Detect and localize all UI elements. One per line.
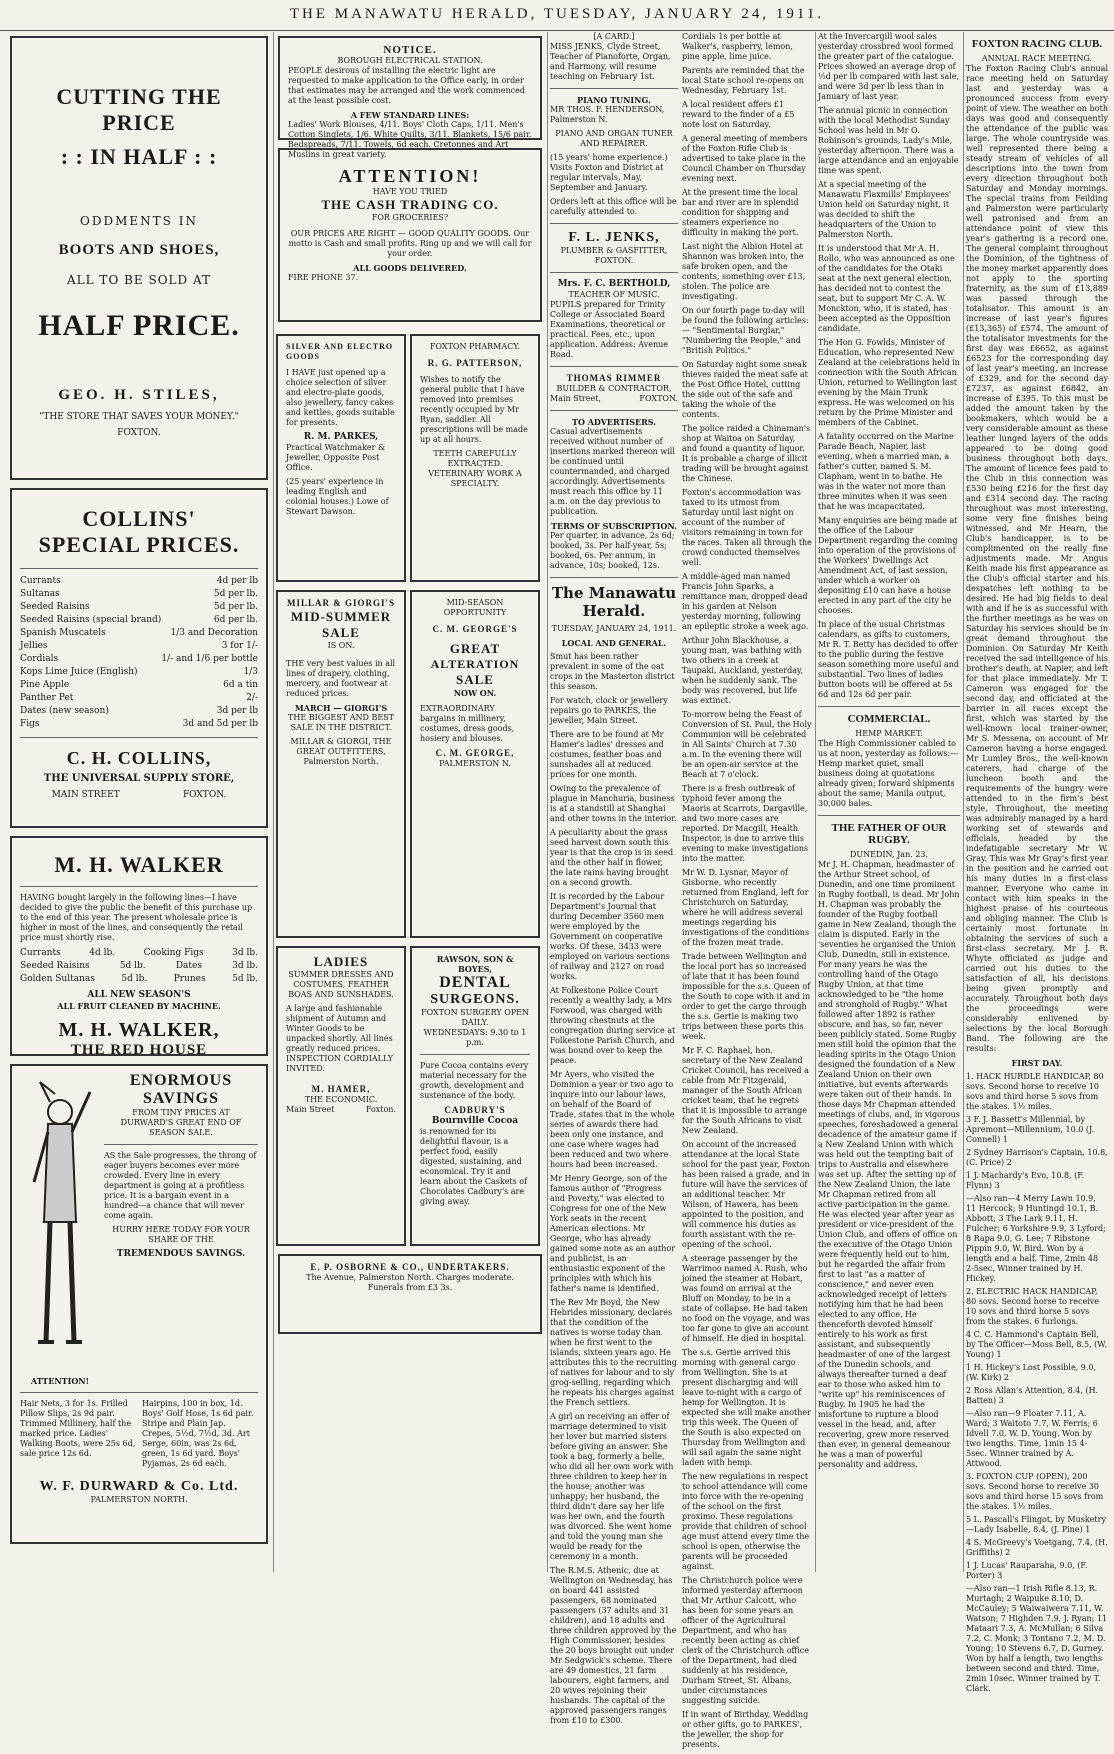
herald-date: TUESDAY, JANUARY 24, 1911. <box>551 624 677 633</box>
news-col4-11: A middle-aged man named Francis John Sparks, a remittance man, dropped dead in his garden at Nelson yesterday morning, following an epileptic stroke a week ago. <box>682 572 809 631</box>
news-col4-19: A steerage passenger by the Warrimoo named A. Rush, who joined the steamer at Hobart, was found on arrival at the Bluff on Monday, to be in a state of collapse. He had taken no food on the voyage, and was too far gone to give an account of himself. He died in hospital. <box>682 1254 810 1343</box>
stiles-slogan: "THE STORE THAT SAVES YOUR MONEY." <box>39 412 239 422</box>
dental-firm: RAWSON, SON & BOYES, <box>436 954 514 974</box>
collins-item-name: Jellies <box>20 641 48 651</box>
jenks-music-card: MISS JENKS, Clyde Street, Teacher of Pianoforte, Organ, and Harmony, will resume teaching on February 1st. <box>550 42 671 81</box>
collins-item-name: Kops Lime Juice (English) <box>20 667 138 677</box>
rimmer-trade: BUILDER & CONTRACTOR, <box>556 384 672 393</box>
race-report-body: The Foxton Racing Club's annual race meeting held on Saturday last and yesterday was a pronounced success from every point of view. The weather on both days was good and consequently the attendance of the public was large. The whole countryside was well represented there being a steady stream of vehicles of all descriptions into the town from every direction throughout both Saturday and Monday mornings. The special trains from Feilding and Palmerston were particularly well patronised and from an attendance point of view this year's gathering is a record one. The general complaint throughout the Dominion, of the tightness of the money market apparently does not apply to the sporting fraternity, as the sum of £13,889 was passed through the totalisator. This amount is an increase of last year's figures (£13,365) of £574. The amount of the totalisator investments for the first day was £6652, as against £6523 for the corresponding day of last year's meeting, an increase of £329, and for the second day £7237, as against £6842, an increase of £395. To this must be added the amount taken by the bookmakers, which would be a very considerable amount as these leather lunged layers of the odds appeared to be doing good business throughout both days. The amount of licence fees paid to the Club in this connection was £530 being £216 for the first day and £314 second day. The racing throughout was most interesting, some very fine finishes being witnessed, and Mr Hearn, the Club's handicapper, is to be complimented on the really fine adjustments made. Mr Angus Keith made his first appearance as the Club's official starter and his despatches left nothing to be desired. He had big fields to deal with and if he is as successful with the further meetings as he was on Saturday his services should be in great demand throughout the Dominion. On Saturday Mr Keith received the sad intelligence of his brother's death, at Napier, and left for that place immediately. Mr T. Cameron was engaged for the second day, and officiated at the barrier in all races except the first, which was started by the well-known local trainer-owner, Mr S. Messena, on account of Mr Cameron having a horse engaged. Mr Lumley Bros., the well-known caterers, had charge of the luncheon booth and the requirements of the hungry were attended to in the firm's best style. Throughout, the meeting was admirably managed by a hard working set of stewards and officials, headed by the indefatigable secretary Mr W. Gray. This was Mr Gray's first year in the position and he carried out his many duties in a first-class manner. Everyone who came in contact with him speaks in the highest praise of his courteous and obliging manner. The Club is certainly most fortunate in obtaining the services of such a first-class secretary. Mr J. R. Whyte officiated as judge and carried out his duties to the satisfaction of all, his decisions being given promptly and accurately. Throughout both days the proceedings were considerably enlivened by selections by the local Borough Band. The following are the results: <box>966 64 1108 1053</box>
henderson-name: MR THOS. F. HENDERSON, Palmerston N. <box>550 105 665 124</box>
collins-item-price: 1/3 and Decoration <box>170 628 258 638</box>
news-col4-9: The police raided a Chinaman's shop at Waitoa on Saturday, and found a quantity of liquor. It is probable a charge of illicit trading will be brought against the Chinese. <box>682 424 811 483</box>
patterson-advert <box>410 334 540 582</box>
local-news-8: Mr Ayers, who visited the Dominion a year or two ago to inquire into our labour laws, on behalf of the Board of Trade, states that in the whole series of awards there had been only one instance, and one case where wages had been reduced and two where hours had been increased. <box>550 1070 675 1169</box>
notice-body: PEOPLE desirous of installing the electric light are requested to make application to the Office early, in order that estimates may be arranged and the work commenced at the least possible cost. <box>288 66 525 105</box>
walker-price-cell: 3d lb. <box>232 948 258 958</box>
news-col4-22: The Christchurch police were informed yesterday afternoon that Mr Arthur Calcott, who has been for some years an officer of the Agricultural Department, and who has recently been acting as chief clerk of the Christchurch office of the Department, had died suddenly at his residence, Durham Street, St. Albans, under circumstances suggesting suicide. <box>682 1576 809 1705</box>
race-result-item: 3. FOXTON CUP (OPEN), 200 sovs. Second horse to receive 30 sovs and third horse 15 sovs from the stakes. 1½ miles. <box>966 1472 1104 1511</box>
news-col4-14: There is a fresh outbreak of typhoid fever among the Maoris at Scarrots, Dargaville, and two more cases are reported. Dr Macgill, Health Inspector, is due to arrive this evening to make investigations into the matter. <box>682 784 809 863</box>
rimmer-town: FOXTON. <box>639 394 678 403</box>
durward-title-2: SAVINGS <box>142 1090 220 1107</box>
collins-item-price: 3 for 1/- <box>221 641 258 651</box>
walker-price-cell: 5d lb. <box>119 961 146 971</box>
george-name: C. M. GEORGE'S <box>432 624 518 634</box>
collins-item-name: Currants <box>20 576 61 586</box>
collins-item-name: Panther Pet <box>20 693 74 703</box>
miller-sub-2: SALE <box>322 625 360 640</box>
column-1 <box>8 32 270 1572</box>
herald-section: LOCAL AND GENERAL. <box>561 638 667 648</box>
rugby-dateline: DUNEDIN, Jan. 23. <box>849 850 929 859</box>
walker-intro: HAVING bought largely in the following lines—I have decided to give the public the benefit of this purchase up to the end of this year. The present wholesale price is higher in most of the lines, and consequently the retail price must shortly rise. <box>20 893 253 942</box>
stiles-sold: ALL TO BE SOLD AT <box>67 273 211 287</box>
durward-attention: ATTENTION! <box>30 1376 90 1386</box>
news-col4-15: Mr W. D. Lysnar, Mayor of Gisborne, who recently returned from England, left for Christchurch on Saturday, where he will address several meetings regarding his investigations of the conditions of the frozen meat trade. <box>682 868 810 947</box>
george-sale-3: SALE <box>456 672 494 687</box>
silver-body: I HAVE just opened up a choice selection of silver and electro-plate goods, also jewellery, fancy cakes and kettles, goods suitable for presents. <box>286 368 395 427</box>
ladies-title: LADIES <box>313 954 369 969</box>
stiles-half-price: HALF PRICE. <box>38 309 240 342</box>
hemp-heading: HEMP MARKET. <box>855 729 923 738</box>
hamer-name: M. HAMER, <box>311 1084 371 1094</box>
notice-sub: BOROUGH ELECTRICAL STATION. <box>337 56 483 65</box>
race-result-item: —Also ran—1 Irish Rifle 8.13, R. Murtagh; 2 Waipuke 8.10, D. McCauley; 5 Waiwaiwera 7.11, W. Watson; 7 Highden 7.9, J. Ryan; 11 Mataari 7.3, A. McMullan; 6 Silva 7.2, C. Monk; 3 Tontano 7.2, M. D. Young; 10 Stevens 6.7, D. Gurney. Won by half a length, two lengths between second and third. Time, 2min 10sec. Winner trained by T. Clark. <box>966 1584 1108 1693</box>
collins-title: COLLINS' <box>82 506 196 531</box>
stiles-headline-2: : : IN HALF : : <box>60 144 218 169</box>
news-col4-1: Cordials 1s per bottle at Walker's, raspberry, lemon, pine apple, lime juice. <box>682 32 793 61</box>
news-4b-2: The annual picnic in connection with the local Methodist Sunday School was held in Mr O. Robinson's grounds, Lady's Mile, yesterday afternoon. There was a large attendance and an enjoyable time was spent. <box>818 106 959 175</box>
race-result-item: —Also ran—4 Merry Lawn 10.9, 11 Hercock; 9 Huntingd 10.1, B. Abbott; 3 The Lark 9.11, H. Fulcher; 6 Yorkshire 9.9, 3 Lyford; 8 Rapa 9.0, G. Lee; 7 Ribstone Pippin 9.0, W. Bird. Won by a length and a half. Time, 2min 48 2-5sec. Winner trained by H. Hickey. <box>966 1194 1106 1283</box>
news-col4-6: Last night the Albion Hotel at Shannon was broken into, the safe broken open, and the contents, something over £13, stolen. The police are investigating. <box>682 242 806 301</box>
news-col4-20: The s.s. Gertie arrived this morning with general cargo from Wellington. She is at present discharging and will leave to-night with a cargo of hemp for Wellington. It is expected she will make another trip this week. The Queen of the South is also expected on Thursday from Wellington and will sail again the same night laden with hemp. <box>682 1348 811 1467</box>
jenks-trade: PLUMBER & GASFITTER, <box>560 246 668 255</box>
parkes-advert <box>276 334 406 582</box>
news-col4-5: At the present time the local bar and river are in splendid condition for shipping and steamers experience no difficulty in making the port. <box>682 188 799 237</box>
lamps-body: Ladies' Work Blouses, 4/11. Boys' Cloth Caps, 1/11. Men's Cotton Singlets, 1/6. White Quilts, 3/11. Blankets, 15/6 pair. Bedspreads, 7/11. Towels, 6d each. Cretonnes and Art Muslins in great variety. <box>288 120 532 159</box>
tuning-head: PIANO TUNING. <box>577 95 651 105</box>
george-now: NOW ON. <box>453 688 497 698</box>
millar-giorgi-advert <box>276 590 406 938</box>
hamer-town: Foxton. <box>365 1105 396 1114</box>
hemp-body: The High Commissioner cabled to us at noon, yesterday as follows:—Hemp market quiet, small business doing at quotations already given; forward shipments about the same; Manila output, 30,000 bales. <box>818 739 959 808</box>
walker-price-cell: Golden Sultanas <box>20 974 95 984</box>
collins-price-row <box>20 653 258 666</box>
cash-delivered: ALL GOODS DELIVERED. <box>353 263 467 273</box>
cocoa-body: Pure Cocoa contains every material necessary for the growth, development and sustenance of the body. <box>420 1061 529 1100</box>
cocoa-name: Bournville Cocoa <box>431 1116 519 1126</box>
rugby-heading: THE FATHER OF OUR RUGBY. <box>831 822 947 846</box>
news-4b-7: Many enquiries are being made at the office of the Labour Department regarding the coming into operation of the provisions of the Workers' Dwellings Act Amendment Act, of last session, under which a worker on depositing £10 can have a house erected in any part of the city he chooses. <box>818 516 958 615</box>
rugby-body: Mr J. H. Chapman, headmaster of the Arthur Street school, of Dunedin, and one time prominent in Rugby football, is dead. Mr John H. Chapman was probably the founder of the Rugby football game in New Zealand, though the claim is disputed. Early in the 'seventies he organised the Union Club, Dunedin, still in existence. For many years he was the controlling hand of the Otago Rugby Union, at that time acknowledged to be "the home and stronghold of Rugby." What followed after 1892 is rather obscure, and has, so far, never been publicly stated. Some Rugby men still hold the opinion that the leading spirits in the Otago Union designed the foundation of a New Zealand Union on their own initiative, but events afterwards were taken out of their hands. In those days Mr Chapman attended meetings of clubs, and, in vigorous speeches, foreshadowed a general decadence of the amateur game if a New Zealand Union with which was held out the tempting bait of trips to Australia and elsewhere was set up. After the setting up of the New Zealand Union, the late Mr Chapman retired from all active participation in the game. He was elected year after year as president or vice-president of the Union Club, and offers of office on the executive of the Otago Union were frequently held out to him, but he regarded the affair from first to last "as a matter of conscience," and never even acknowledged receipt of letters notifying him that he had been elected to any office. He thenceforth devoted himself entirely to his work as first assistant, and subsequently headmaster of one of the largest of the Dunedin schools, and always thereafter turned a deaf ear to those who asked him to "write up" his reminiscences of Rugby. In 1905 he had the misfortune to rupture a blood vessel in the head, and, after recovering, grew more reserved than ever, in general demeanour he was a man of powerful personality and address. <box>818 860 960 1469</box>
news-4b-8: In place of the usual Christmas calendars, as gifts to customers, Mr R. T. Betty has decided to offer to the public during the festive season something more useful and substantial. Two lines of ladies button boots will be offered at 5s 6d and 12s 6d per pair. <box>818 620 959 699</box>
collins-item-name: Seeded Raisins <box>20 602 90 612</box>
collins-price-row <box>20 705 258 718</box>
advertisers-head: TO ADVERTISERS. <box>571 417 657 427</box>
advertisers-body: Casual advertisements received without number of insertions marked thereon will be continued until countermanded, and charged accordingly. Advertisements must reach this office by 11 a.m. on the day previous to publication. <box>550 427 675 516</box>
miller-foot: MILLAR & GIORGI, THE GREAT OUTFITTERS, Palmerston North. <box>290 737 392 766</box>
collins-town: FOXTON. <box>182 790 227 800</box>
lamps-title: A FEW STANDARD LINES: <box>350 110 470 120</box>
notice-title: NOTICE. <box>383 44 437 56</box>
collins-item-price: 6d per lb. <box>213 615 258 625</box>
george-advert <box>410 590 540 938</box>
durward-title: ENORMOUS <box>129 1072 233 1089</box>
walker-price-row <box>20 960 258 973</box>
dental-sub: FOXTON SURGERY OPEN DAILY. <box>421 1008 529 1027</box>
durward-advert <box>10 1064 268 1544</box>
local-news-9: Mr Henry George, son of the famous author of "Progress and Poverty," was elected to Congress for one of the New York seats in the recent American elections. Mr George, who has already gained some note as an author and publicist, is an enthusiastic exponent of the principles with which his father's name is identified. <box>550 1174 676 1293</box>
walker-house: THE RED HOUSE <box>70 1042 208 1058</box>
race-result-item: 4 C. C. Hammond's Captain Bell, by The Officer—Moss Bell, 8.5, (W. Young) 1 <box>966 1330 1107 1359</box>
dental-title-2: SURGEONS. <box>430 992 520 1007</box>
silver-name: R. M. PARKES, <box>303 432 379 442</box>
miller-sub-1: MID-SUMMER <box>290 609 392 624</box>
durward-left-items: Hair Nets, 3 for 1s. Frilled Pillow Slips, 2s 9d pair. Trimmed Millinery, half the marked price. Ladies' Walking Boots, were 25s 6d, sale price 12s 6d. <box>20 1399 136 1458</box>
herald-figure-illustration <box>20 1072 100 1386</box>
column-5 <box>966 32 1108 1693</box>
walker-cleaned: ALL FRUIT CLEANED BY MACHINE. <box>57 1001 221 1011</box>
race-result-item: 4 S. McGreevy's Voetgang, 7.4, (H. Griffiths) 2 <box>966 1538 1108 1557</box>
miller-body: THE very best values in all lines of drapery, clothing, mercery, and footwear at reduced prices. <box>286 659 396 698</box>
walker-price-cell: Currants <box>20 948 61 958</box>
local-news-3: There are to be found at Mr Hamer's ladies' dresses and costumes, feather boas and sunshades all at reduced prices for one month. <box>550 730 664 779</box>
stiles-boots: BOOTS AND SHOES, <box>58 242 220 258</box>
walker-price-cell: Cooking Figs <box>143 948 204 958</box>
race-result-item: 2 Sydney Harrison's Captain, 10.8, (C. Price) 2 <box>966 1148 1108 1167</box>
miller-best: THE BIGGEST AND BEST SALE IN THE DISTRICT. <box>288 713 394 732</box>
race-result-item: 1 J. Machardy's Evo, 10.8, (F. Flynn) 3 <box>966 1171 1085 1190</box>
collins-item-price: 3d and 5d per lb <box>182 719 258 729</box>
walker-price-cell: 5d lb. <box>232 974 258 984</box>
dental-advert <box>410 946 540 1246</box>
news-4b-1: At the Invercargill wool sales yesterday crossbred wool formed the greater part of the catalogue. Prices showed an average drop of ½d per lb compared with last sale, and were 3d per lb less than in January of last year. <box>818 32 960 101</box>
osborne-name: E. P. OSBORNE & CO., UNDERTAKERS. <box>310 1262 510 1272</box>
berthold-name: Mrs. F. C. BERTHOLD, <box>557 279 671 289</box>
collins-item-price: 2/- <box>246 693 258 703</box>
jenks-name: F. L. JENKS, <box>568 230 660 245</box>
george-firm: C. M. GEORGE, <box>435 748 515 758</box>
news-4b-6: A fatality occurred on the Marine Parade Beach, Napier, last evening, when a married man, a father's cutter, named S. M. Clapham, went in to bathe. He was in the water not more than three minutes when it was seen that he was incapacitated. <box>818 432 954 511</box>
patterson-foot: TEETH CAREFULLY EXTRACTED. VETERINARY WORK A SPECIALTY. <box>428 449 522 488</box>
race-result-item: 1 J. Lucas' Rauparaha, 9.0, (F. Porter) 3 <box>966 1561 1088 1580</box>
cocoa-brand: CADBURY'S <box>444 1105 506 1115</box>
local-news-7: At Folkestone Police Court recently a wealthy lady, a Mrs Forwood, was charged with throwing chestnuts at the congregation during service at Folkestone Parish Church, and was bound over to keep the peace. <box>550 986 676 1065</box>
durward-firm: W. F. DURWARD & Co. Ltd. <box>39 1479 239 1494</box>
collins-item-name: Dates (new season) <box>20 706 109 716</box>
miller-title: MILLAR & GIORGI'S <box>286 598 395 608</box>
notice-advert <box>278 36 542 159</box>
berthold-trade: TEACHER OF MUSIC. <box>568 290 660 299</box>
news-col4-4: A general meeting of members of the Foxton Rifle Club is advertised to take place in the Council Chamber on Thursday evening next. <box>682 134 808 183</box>
column-2 <box>276 32 544 1572</box>
news-col4-16: Trade between Wellington and the local port has so increased of late that it has been found impossible for the s.s. Queen of the South to cope with it and in order to get the cargo through the s.s. Gertie is making two trips between these ports this week. <box>682 952 811 1041</box>
walker-price-table <box>20 947 258 986</box>
walker-price-cell: Seeded Raisins <box>20 961 90 971</box>
collins-item-name: Figs <box>20 719 40 729</box>
walker-price-cell: 5d lb. <box>121 974 148 984</box>
george-sale-2: ALTERATION <box>430 657 520 671</box>
collins-price-row <box>20 627 258 640</box>
cash-foot: FIRE PHONE 37. <box>288 273 359 282</box>
hamer-dental-row <box>276 942 544 1250</box>
dental-hours: WEDNESDAYS: 9.30 to 1 p.m. <box>423 1028 527 1047</box>
hamer-street: Main Street <box>286 1105 335 1114</box>
walker-price-cell: 3d lb. <box>232 961 258 971</box>
walker-price-cell: 4d lb. <box>89 948 116 958</box>
subscription-body: Per quarter, in advance, 2s 6d; booked, 3s. Per half-year, 5s; booked, 6s. Per annum, in advance, 10s; booked, 12s. <box>550 531 675 570</box>
silver-note: (25 years' experience in leading English and colonial houses.) Lowe of Stewart Dawson. <box>286 477 389 516</box>
george-body: EXTRAORDINARY bargains in millinery, costumes, dress goods, hosiery and blouses. <box>420 704 515 743</box>
cash-title: ATTENTION! <box>338 166 482 186</box>
henderson-trade: PIANO AND ORGAN TUNER AND REPAIRER. <box>555 129 673 148</box>
race-result-item: 3 F. J. Bassett's Millennial, by Apremont—Millennium, 10.0 (J. Connell) 1 <box>966 1115 1095 1144</box>
jenks-town: FOXTON. <box>594 256 634 265</box>
collins-item-name: Seeded Raisins (special brand) <box>20 615 162 625</box>
collins-item-price: 6d a tin <box>223 680 258 690</box>
news-col4-10: Foxton's accommodation was taxed to its utmost from Saturday until last night on account of the number of visitors remaining in town for the races. Taken all through the crowd conducted themselves well. <box>682 488 812 567</box>
walker-price-row <box>20 947 258 960</box>
collins-price-row <box>20 614 258 627</box>
local-news-11: A girl on receiving an offer of marriage determined to visit her lover but married sisters before giving an answer. She took a bag, formerly a belle, who did all her own work with three children to keep her in the house; another was unhappy; her husband, the third didn't dare say her life was her own, and the fourth was divorced. She went home and told the young man she would be ready for the ceremony in a month. <box>550 1412 674 1561</box>
walker-price-cell: Prunes <box>173 974 206 984</box>
collins-store: THE UNIVERSAL SUPPLY STORE, <box>43 773 235 784</box>
durward-sub-1: FROM TINY PRICES AT <box>132 1108 230 1117</box>
news-col4-18: On account of the increased attendance at the local State school for the past year, Foxton has been raised a grade, and in future will have the services of an additional teacher. Mr Wilson, of Hawera, has been appointed to the position, and will commence his duties as fourth assistant with the re-opening of the school. <box>682 1140 810 1249</box>
race-result-item: 1. HACK HURDLE HANDICAP, 80 sovs. Second horse to receive 10 sovs and third horse 5 sovs from the stakes. 1½ miles. <box>966 1072 1104 1111</box>
collins-item-name: Cordials <box>20 654 59 664</box>
race-meeting-subheading: ANNUAL RACE MEETING. <box>981 54 1093 63</box>
walker-title: M. H. WALKER <box>54 852 224 877</box>
collins-item-price: 5d per lb. <box>213 589 258 599</box>
stiles-advert <box>10 36 268 480</box>
miller-march: MARCH — GIORGI'S <box>294 703 388 713</box>
news-col4-2: Parents are reminded that the local State school re-opens on Wednesday, February 1st. <box>682 66 805 95</box>
collins-price-row <box>20 718 258 731</box>
news-col4-17: Mr F. C. Raphael, hon. secretary of the New Zealand Cricket Council, has received a cable from Mr Fitzgerald, manager of the South African cricket team, that he regrets that it is impossible to arrange for the South Africans to visit New Zealand. <box>682 1046 809 1135</box>
news-col4-7: On our fourth page to-day will be found the following articles:— "Sentimental Burglar," "Numbering the People," and "British Politics." <box>682 306 809 355</box>
race-result-item: 2 Ross Allan's Attention, 8.4, (H. Batten) 3 <box>966 1386 1099 1405</box>
parkes-patterson-row <box>276 330 544 586</box>
column-rule <box>963 32 964 1572</box>
cash-sub-3: FOR GROCERIES? <box>371 213 449 222</box>
column-rule <box>273 32 274 1572</box>
george-sale-1: GREAT <box>449 641 501 656</box>
stiles-oddments: ODDMENTS IN <box>80 214 198 228</box>
collins-item-name: Sultanas <box>20 589 60 599</box>
collins-price-row <box>20 679 258 692</box>
cash-sub-1: HAVE YOU TRIED <box>372 187 448 196</box>
collins-price-row <box>20 666 258 679</box>
race-result-item: 2. ELECTRIC HACK HANDICAP, 80 sovs. Second horse to receive 10 sovs and third horse 5 sovs from the stakes. 6 furlongs. <box>966 1287 1100 1326</box>
george-sub: OPPORTUNITY <box>443 608 507 617</box>
race-result-item: —Also ran—9 Floater 7.11, A. Ward; 3 Waitoto 7.7, W. Ferris; 6 Idvell 7.0, W. D. Young. Won by two lengths. Time, 1min 15 4-5sec. Winner trained by A. Attwood. <box>966 1409 1098 1468</box>
walker-name: M. H. WALKER, <box>58 1019 220 1041</box>
collins-price-row <box>20 692 258 705</box>
osborne-body: The Avenue, Palmerston North. Charges moderate. Funerals from £3 3s. <box>306 1273 514 1292</box>
local-news-10: The Rev Mr Boyd, the New Hebrides missionary, declares that the condition of the natives is worse today than when he first went to the islands, sixteen years ago. He attributes this to the recruiting of natives for labour and to sly grog-selling, regarding which he repeats his charges against the French settlers. <box>550 1298 677 1407</box>
cash-trading-advert <box>278 148 542 322</box>
news-col4-8: On Saturday night some sneak thieves raided the meat safe at the Post Office Hotel, cutting the side out of the safe and taking the whole of the contents. <box>682 360 808 419</box>
collins-price-row <box>20 588 258 601</box>
durward-body: AS the Sale progresses, the throng of eager buyers becomes ever more crowded. Every line in every department is going at a profitless price. It is a bargain event in a hundred—a chance that will never come again. <box>104 1151 257 1220</box>
stiles-place: FOXTON. <box>117 428 161 438</box>
card-head: [A CARD.] <box>593 32 635 41</box>
news-col4-13: To-morrow being the Feast of Conversion of St. Paul, the Holy Communion will be celebrated in All Saints' Church at 7.30 a.m. In the evening there will be an open-air service at the Beach at 7 o'clock. <box>682 710 812 779</box>
collins-price-row <box>20 640 258 653</box>
collins-subtitle: SPECIAL PRICES. <box>38 532 240 557</box>
collins-advert <box>10 488 268 828</box>
silver-title: SILVER AND ELECTRO GOODS <box>286 342 394 361</box>
collins-price-row <box>20 575 258 588</box>
collins-item-name: Pine Apple <box>20 680 70 690</box>
miller-sub-3: IS ON. <box>327 641 355 650</box>
local-news-column <box>682 32 812 1754</box>
collins-item-price: 3d per lb <box>216 706 258 716</box>
collins-item-price: 1/- and 1/6 per bottle <box>161 654 258 664</box>
walker-price-cell: Dates <box>175 961 202 971</box>
cocoa-note: is renowned for its delightful flavour, is a perfect food, easily digested, sustaining, and economical. Try it and learn about the Caskets of Chocolates Cadbury's are giving away. <box>420 1127 528 1206</box>
column-rule <box>815 32 816 1572</box>
local-news-4: Owing to the prevalence of plague in Manchuria, business is at a standstill at Shanghai and other towns in the interior. <box>550 784 677 823</box>
durward-hurry: HURRY HERE TODAY FOR YOUR SHARE OF THE <box>112 1225 250 1244</box>
news-4b-3: At a special meeting of the Manawatu Flaxmills' Employees' Union held on Saturday night, it was decided to shift the headquarters of the Union to Palmerston North. <box>818 180 952 239</box>
collins-item-name: Spanish Muscatels <box>20 628 106 638</box>
walker-advert <box>10 836 268 1056</box>
durward-sub-3: SEASON SALE. <box>149 1128 213 1137</box>
berthold-body: PUPILS prepared for Trinity College or Associated Board Examinations, theoretical or practical. Fees, etc., upon application. Address: Avenue Road. <box>550 300 668 359</box>
durward-town: PALMERSTON NORTH. <box>90 1495 188 1504</box>
column-4 <box>818 32 960 1572</box>
durward-right-items: Hairpins, 100 in box, 1d. Boys' Golf Hose, 1s 6d pair. Stripe and Plain Jap. Crepes, 5½d, 7½d, 3d. Art Serge, 60in, was 2s 6d, green, 1s 6d yard. Boys' Pyjamas, 2s 6d each. <box>142 1399 254 1468</box>
herald-title: The Manawatu Herald. <box>551 584 677 620</box>
cash-sub-2: THE CASH TRADING CO. <box>321 197 499 212</box>
hamer-trade: THE ECONOMIC. <box>304 1095 378 1104</box>
osborne-advert <box>278 1254 542 1334</box>
collins-item-price: 5d per lb. <box>213 602 258 612</box>
first-day-heading: FIRST DAY. <box>1011 1058 1063 1068</box>
durward-sub-2: DURWARD'S GREAT END OF <box>120 1118 242 1127</box>
race-result-item: 1 H. Hickey's Lost Possible, 9.0, (W. Kirk) 2 <box>966 1363 1097 1382</box>
race-results-list <box>966 1072 1108 1694</box>
news-col4-23: If in want of Birthday, Wedding or other gifts, go to PARKES', the jeweller, the shop for presents. <box>682 1710 809 1749</box>
news-col4-21: The new regulations in respect to school attendance will come into force with the re-opening of the school on the first proximo. These regulations provide that children of school age must attend every time the school is open, otherwise the parents will be proceeded against. <box>682 1472 810 1571</box>
ladies-sub: SUMMER DRESSES AND COSTUMES, FEATHER BOAS AND SUNSHADES. <box>288 970 394 999</box>
walker-price-row <box>20 973 258 986</box>
george-town: PALMERSTON N. <box>439 759 511 768</box>
news-col4-3: A local resident offers £1 reward to the finder of a £5 note lost on Saturday. <box>682 100 795 129</box>
stiles-headline: CUTTING THE PRICE <box>56 84 222 135</box>
george-head: MID-SEASON <box>446 598 504 607</box>
collins-item-price: 1/3 <box>243 667 258 677</box>
collins-price-list <box>20 575 258 731</box>
local-news-6: It is recorded by the Labour Department's Journal that during December 3560 men were employed by the Government on cooperative works. Of these, 3433 were employed on various sections of railway and 2127 on road works. <box>550 892 670 981</box>
durward-savings: TREMENDOUS SAVINGS. <box>116 1249 246 1259</box>
column-3 <box>550 32 812 1749</box>
subscription-head: TERMS OF SUBSCRIPTION. <box>551 521 677 531</box>
local-news-1: Smut has been rather prevalent in some of the oat crops in the Masterton district this season. <box>550 652 675 691</box>
collins-name: C. H. COLLINS, <box>66 748 212 768</box>
local-news-12: The R.M.S. Athenic, due at Wellington on Wednesday, has on board 441 assisted passengers, 68 nominated passengers (37 adults and 31 children), and 18 adults and three children approved by the High Commissioner, besides the 20 boys brought out under Mr Sedgwick's scheme. There are 49 domestics, 21 farm labourers, eight farmers, and 20 wives rejoining their husbands. The capital of the approved passengers ranges from £10 to £300. <box>550 1566 677 1725</box>
local-news-2: For watch, clock or jewellery repairs go to PARKES, the jeweller, Main Street. <box>550 696 668 725</box>
race-result-item: 5 L. Pascall's Flingot, by Musketry—Lady Isabelle, 8.4, (J. Pine) 1 <box>966 1515 1106 1534</box>
patterson-name: R. G. PATTERSON, <box>427 358 523 368</box>
silver-trade: Practical Watchmaker & Jeweller, Opposite Post Office. <box>286 443 386 472</box>
column-rule <box>547 32 548 1572</box>
ladies-body: A large and fashionable shipment of Autumn and Winter Goods to be unpacked shortly. All lines greatly reduced prices. INSPECTION CORDIALLY INVITED. <box>286 1004 394 1073</box>
patterson-head: FOXTON PHARMACY. <box>429 342 521 351</box>
collins-price-row <box>20 601 258 614</box>
news-4b-5: The Hon G. Fowlds, Minister of Education, who represented New Zealand at the celebrations held in connection with the South African Union, returned to Wellington last evening by the Main Trunk express. He was welcomed on his return by the Prime Minister and members of the Cabinet. <box>818 338 960 427</box>
patterson-body: Wishes to notify the general public that I have removed into premises recently occupied by Mr Ryan, saddler. All prescriptions will be made up at all hours. <box>420 375 528 444</box>
dental-title-1: DENTAL <box>439 974 511 991</box>
commercial-heading: COMMERCIAL. <box>847 713 931 725</box>
hamer-advert <box>276 946 406 1246</box>
news-col4-12: Arthur John Blackhouse, a young man, was bathing with two others in a creek at Taupaki, Auckland, yesterday, when he suddenly sank. The body was recovered, but life was extinct. <box>682 636 803 705</box>
news-4b-4: It is understood that Mr A. H. Rollo, who was announced as one of the candidates for the Otaki seat at the next general election, has decided not to contest the seat, but to support Mr C. A. W. Monckton, who, it is stated, has been accepted as the Opposition candidate. <box>818 244 955 333</box>
rimmer-name: THOMAS RIMMER <box>566 373 662 383</box>
collins-street: MAIN STREET <box>51 790 120 800</box>
miller-george-row <box>276 586 544 942</box>
newspaper-masthead: THE MANAWATU HERALD, TUESDAY, JANUARY 24, 1911. <box>0 0 1114 31</box>
cash-body: OUR PRICES ARE RIGHT — GOOD QUALITY GOODS. Our motto is Cash and small profits. Ring up and we will call for your order. <box>288 229 532 258</box>
rimmer-street: Main Street, <box>550 394 601 403</box>
collins-item-price: 4d per lb <box>216 576 258 586</box>
henderson-body: (15 years' home experience.) Visits Foxton and District at regular intervals, May, September and January. <box>550 153 668 192</box>
racing-club-heading: FOXTON RACING CLUB. <box>971 38 1103 50</box>
stiles-name: GEO. H. STILES, <box>58 387 220 403</box>
henderson-order: Orders left at this office will be carefully attended to. <box>550 197 677 216</box>
local-news-5: A peculiarity about the grass seed harvest down south this year is that the crop is in seed and the other half in flower, the late rains having brought on a second growth. <box>550 828 674 887</box>
walker-new: ALL NEW SEASON'S <box>87 990 191 1000</box>
